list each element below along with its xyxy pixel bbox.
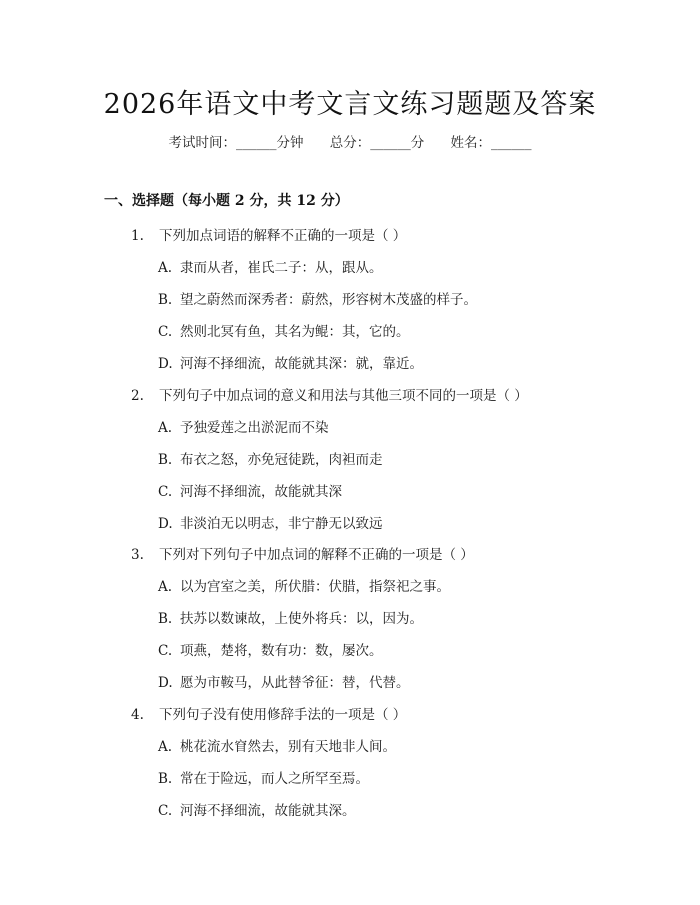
exam-info-line — [0, 131, 700, 151]
exam-time-blank: ______ — [235, 135, 277, 151]
student-name-field — [451, 131, 532, 151]
option-text: 河海不择细流，故能就其深：就，靠近。 — [180, 356, 423, 372]
exam-time-label: 考试时间： — [168, 135, 236, 151]
option-letter: C. — [158, 484, 173, 500]
option-text: 河海不择细流，故能就其深 — [180, 484, 342, 500]
option-letter: A. — [158, 579, 173, 595]
option-text: 然则北冥有鱼，其名为鲲：其，它的。 — [180, 324, 410, 340]
option-text: 河海不择细流，故能就其深。 — [180, 803, 356, 819]
question-number: 4. — [131, 707, 144, 723]
option-letter: C. — [158, 643, 173, 659]
option-text: 桃花流水窅然去，别有天地非人间。 — [180, 739, 396, 755]
answer-option — [158, 288, 477, 308]
section-heading: 一、选择题（每小题 2 分，共 12 分） — [104, 193, 349, 209]
option-letter: A. — [158, 739, 173, 755]
question-stem — [131, 384, 528, 404]
answer-option — [158, 575, 450, 595]
option-letter: C. — [158, 324, 173, 340]
answer-option — [158, 607, 423, 627]
option-text: 隶而从者，崔氏二子：从，跟从。 — [180, 260, 383, 276]
question-stem — [131, 224, 406, 244]
total-score-unit: 分 — [410, 135, 425, 151]
answer-option — [158, 416, 329, 436]
option-text: 以为宫室之美，所伏腊：伏腊，指祭祀之事。 — [180, 579, 450, 595]
document-title: 2026年语文中考文言文练习题题及答案 — [103, 89, 597, 120]
option-text: 非淡泊无以明志，非宁静无以致远 — [180, 516, 383, 532]
question-text: 下列对下列句子中加点词的解释不正确的一项是（ ） — [159, 547, 474, 563]
total-score-field — [330, 131, 425, 151]
question-stem — [131, 703, 406, 723]
total-score-label: 总分： — [329, 135, 371, 151]
option-letter: B. — [158, 452, 173, 468]
option-text: 常在于险远，而人之所罕至焉。 — [180, 771, 369, 787]
exam-time-field — [168, 131, 303, 151]
option-letter: C. — [158, 803, 173, 819]
option-letter: B. — [158, 292, 173, 308]
answer-option — [158, 352, 423, 372]
option-letter: A. — [158, 260, 173, 276]
option-text: 望之蔚然而深秀者：蔚然，形容树木茂盛的样子。 — [180, 292, 477, 308]
question-text: 下列加点词语的解释不正确的一项是（ ） — [159, 228, 407, 244]
question-number: 3. — [131, 547, 144, 563]
option-text: 扶苏以数谏故，上使外将兵：以，因为。 — [180, 611, 423, 627]
student-name-blank: ______ — [491, 135, 532, 151]
option-text: 予独爱莲之出淤泥而不染 — [180, 420, 329, 436]
exam-time-unit: 分钟 — [276, 135, 304, 151]
question-text: 下列句子没有使用修辞手法的一项是（ ） — [159, 707, 407, 723]
question-number: 1. — [131, 228, 144, 244]
answer-option — [158, 320, 410, 340]
answer-option — [158, 448, 383, 468]
option-text: 愿为市鞍马，从此替爷征：替，代替。 — [180, 675, 410, 691]
question-number: 2. — [131, 388, 144, 404]
student-name-label: 姓名： — [450, 135, 492, 151]
option-text: 项燕，楚将，数有功：数，屡次。 — [180, 643, 383, 659]
answer-option — [158, 480, 342, 500]
question-stem — [131, 543, 474, 563]
total-score-blank: ______ — [370, 135, 411, 151]
option-letter: D. — [158, 516, 173, 532]
option-letter: B. — [158, 771, 173, 787]
answer-option — [158, 767, 369, 787]
answer-option — [158, 256, 383, 276]
answer-option — [158, 735, 396, 755]
answer-option — [158, 639, 383, 659]
option-letter: D. — [158, 675, 173, 691]
answer-option — [158, 799, 356, 819]
option-letter: A. — [158, 420, 173, 436]
answer-option — [158, 671, 410, 691]
option-letter: D. — [158, 356, 173, 372]
option-text: 布衣之怒，亦免冠徒跣，肉袒而走 — [180, 452, 383, 468]
option-letter: B. — [158, 611, 173, 627]
question-text: 下列句子中加点词的意义和用法与其他三项不同的一项是（ ） — [159, 388, 528, 404]
answer-option — [158, 512, 383, 532]
